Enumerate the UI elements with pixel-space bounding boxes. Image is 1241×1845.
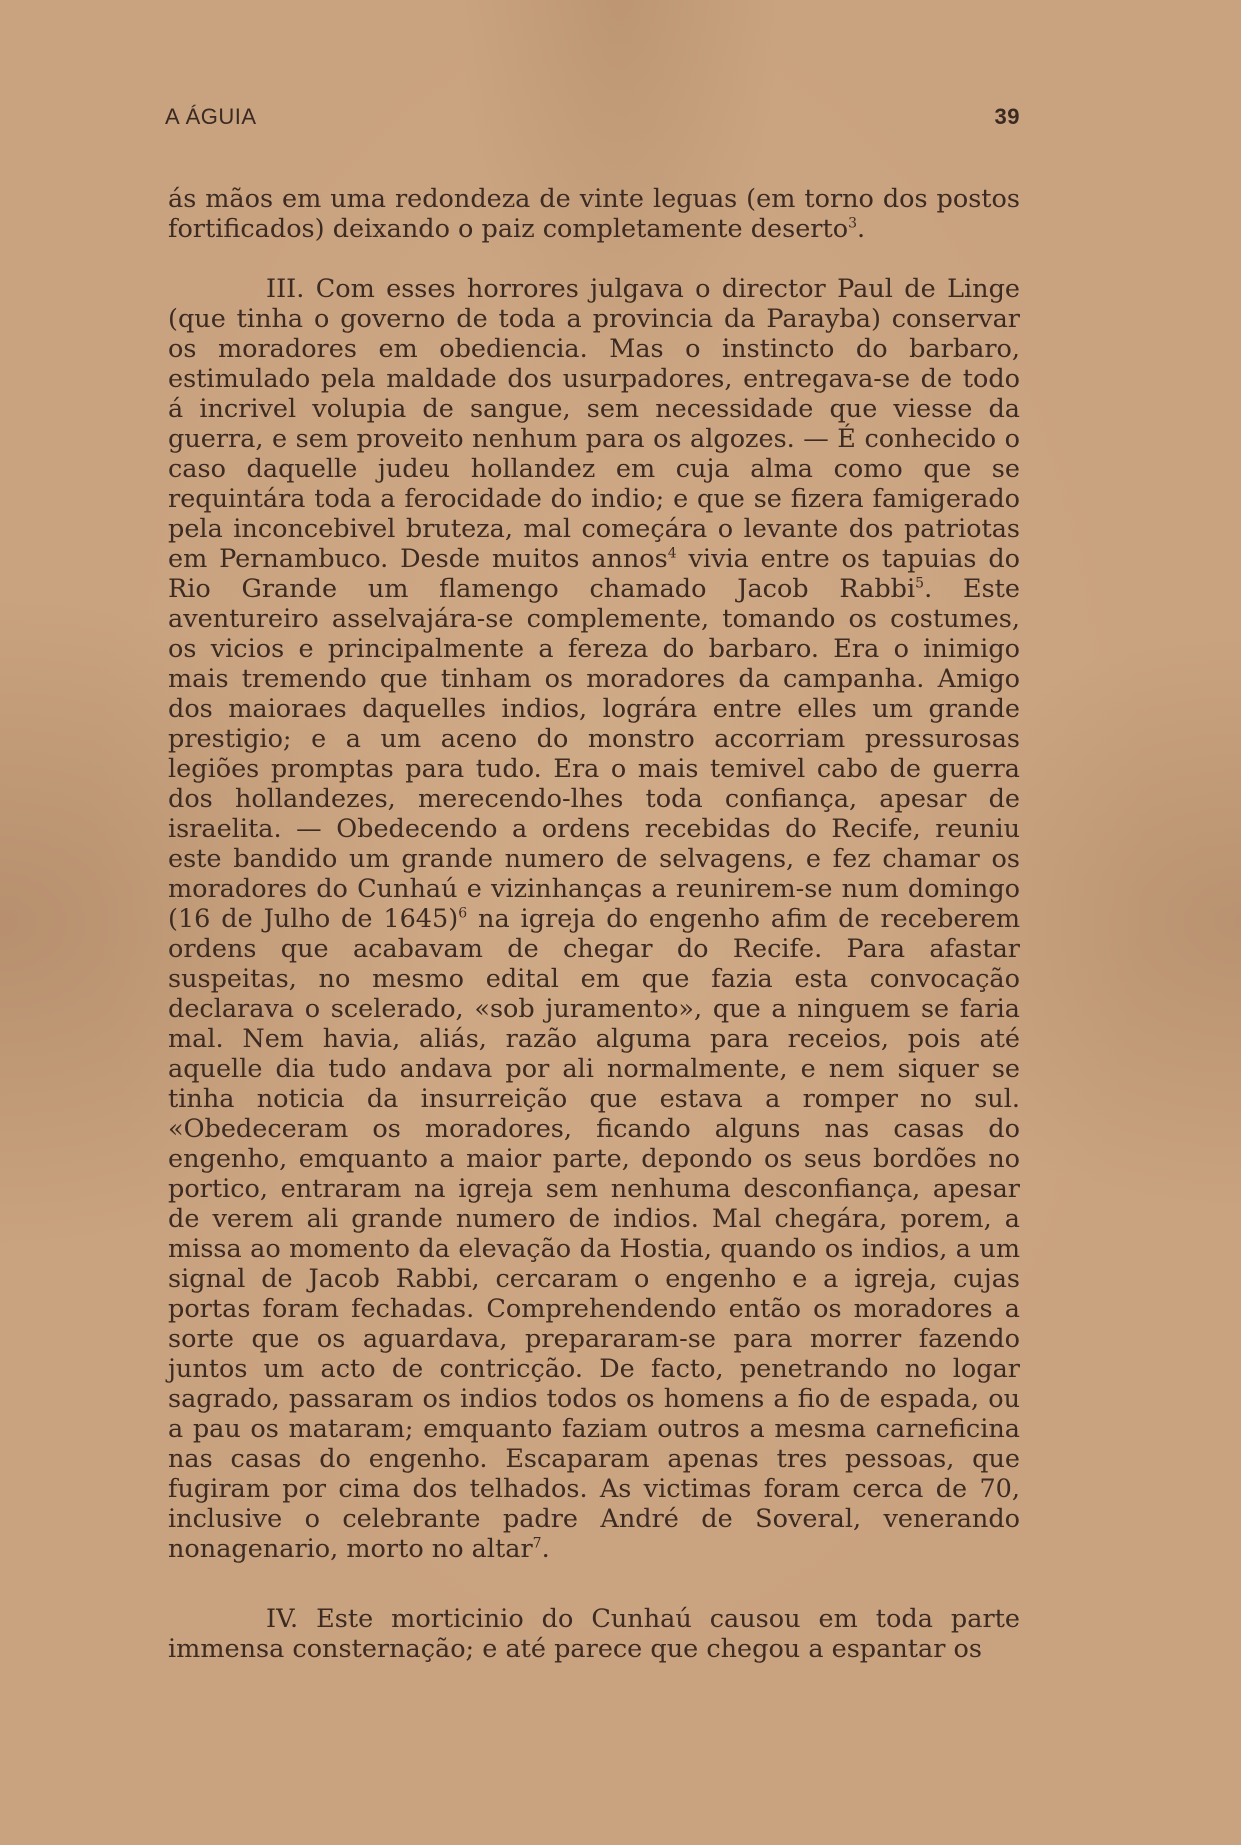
paragraph-text: vivia entre os tapuias do Rio Grande um flamengo chamado Jacob Rabbi <box>168 544 1020 604</box>
paragraph-end: . <box>857 214 866 244</box>
running-title: A ÁGUIA <box>165 104 257 129</box>
page-number: 39 <box>994 104 1020 129</box>
footnote-ref: 7 <box>532 1535 542 1552</box>
footnote-ref: 4 <box>667 545 677 562</box>
footnote-ref: 5 <box>915 575 925 592</box>
paragraph-text: IV. Este morticinio do Cunhaú causou em toda parte immensa consternação; e até parece que chegou a espantar os <box>168 1604 1020 1664</box>
running-header <box>165 104 1020 134</box>
paragraph-text: ás mãos em uma redondeza de vinte leguas (em torno dos postos fortificados) deixando o paiz completamente deserto <box>168 184 1020 244</box>
paragraph-text: na igreja do engenho afim de receberem ordens que acabavam de chegar do Recife. Para afastar suspeitas, no mesmo edital em que fazia esta convocação declarava o scelerado, «sob juramento», que a ninguem se faria mal. Nem havia, aliás, razão alguma para receios, pois até aquelle dia tudo andava por ali normalmente, e nem siquer se tinha noticia da insurreição que estava a romper no sul. «Obedeceram os moradores, ficando alguns nas casas do engenho, emquanto a maior parte, depondo os seus bordões no portico, entraram na igreja sem nenhuma desconfiança, apesar de verem ali grande numero de indios. Mal chegára, porem, a missa ao momento da elevação da Hostia, quando os indios, a um signal de Jacob Rabbi, cercaram o engenho e a igreja, cujas portas foram fechadas. Comprehendendo então os moradores a sorte que os aguardava, prepararam-se para morrer fazendo juntos um acto de contricção. De facto, penetrando no logar sagrado, passaram os indios todos os homens a fio de espada, ou a pau os mataram; emquanto faziam outros a mesma carneficina nas casas do engenho. Escaparam apenas tres pessoas, que fugiram por cima dos telhados. As victimas foram cerca de 70, inclusive o celebrante padre André de Soveral, venerando nonagenario, morto no altar <box>168 904 1021 1564</box>
paragraph-section-iv <box>168 1604 1020 1664</box>
footnote-ref: 6 <box>458 905 468 922</box>
paragraph-section-iii <box>168 274 1020 1564</box>
paragraph-text: III. Com esses horrores julgava o director Paul de Linge (que tinha o governo de toda a provincia da Parayba) conservar os moradores em obediencia. Mas o instincto do barbaro, estimulado pela maldade dos usurpadores, entregava-se de todo á incrivel volupia de sangue, sem necessidade que viesse da guerra, e sem proveito nenhum para os algozes. — É conhecido o caso daquelle judeu hollandez em cuja alma como que se requintára toda a ferocidade do indio; e que se fizera famigerado pela inconcebivel bruteza, mal começára o levante dos patriotas em Pernambuco. Desde muitos annos <box>168 274 1020 574</box>
body-text <box>168 184 1020 1664</box>
footnote-ref: 3 <box>848 215 858 232</box>
paragraph-end: . <box>541 1534 550 1564</box>
paragraph-continuation <box>168 184 1020 244</box>
paragraph-text: . Este aventureiro asselvajára-se complemente, tomando os costumes, os vicios e principalmente a fereza do barbaro. Era o inimigo mais tremendo que tinham os moradores da campanha. Amigo dos maioraes daquelles indios, lográra entre elles um grande prestigio; e a um aceno do monstro accorriam pressurosas legiões promptas para tudo. Era o mais temivel cabo de guerra dos hollandezes, merecendo-lhes toda confiança, apesar de israelita. — Obedecendo a ordens recebidas do Recife, reuniu este bandido um grande numero de selvagens, e fez chamar os moradores do Cunhaú e vizinhanças a reunirem-se num domingo (16 de Julho de 1645) <box>168 574 1020 934</box>
